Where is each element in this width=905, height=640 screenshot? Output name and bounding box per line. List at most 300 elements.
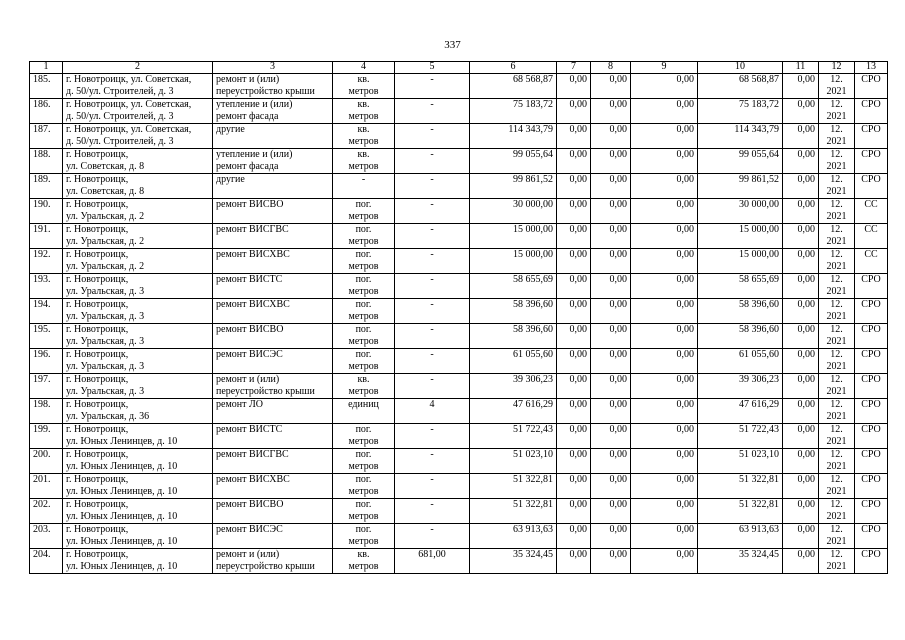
work-type-cell-line: ремонт фасада (216, 111, 279, 122)
date-cell (819, 324, 855, 349)
value-cell-7 (557, 74, 591, 99)
date-cell-line: 12. (830, 99, 843, 110)
address-cell-line: ул. Юных Ленинцев, д. 10 (66, 461, 178, 472)
unit-cell-line: метров (348, 111, 379, 122)
table-row (30, 374, 888, 399)
value-cell-7-line: 0,00 (569, 249, 587, 260)
value-cell-8-line: 0,00 (609, 124, 627, 135)
work-type-cell-line (216, 286, 329, 298)
work-type-cell-line (216, 311, 329, 323)
row-number (30, 399, 63, 424)
unit-cell-line: метров (348, 436, 379, 447)
date-cell (819, 299, 855, 324)
row-number (30, 299, 63, 324)
unit-cell (333, 349, 395, 374)
total-cell-line: 99 055,64 (739, 149, 779, 160)
value-cell-7-line: 0,00 (569, 174, 587, 185)
work-type-cell-line: переустройство крыши (216, 561, 315, 572)
row-number-line: 192. (33, 249, 51, 260)
volume-cell-line: - (430, 474, 434, 485)
date-cell-line: 12. (830, 274, 843, 285)
unit-cell (333, 74, 395, 99)
value-cell-7 (557, 524, 591, 549)
total-cell-line: 39 306,23 (739, 374, 779, 385)
address-cell-line: ул. Уральская, д. 3 (66, 311, 145, 322)
date-cell-line: 2021 (826, 411, 847, 422)
total-cell-line: 15 000,00 (739, 224, 779, 235)
unit-cell-line: пог. (355, 324, 372, 335)
value-cell-9-line: 0,00 (676, 474, 694, 485)
cost-cell-line: 114 343,79 (508, 124, 553, 135)
method-cell-line: СРО (861, 274, 881, 285)
row-number-line: 195. (33, 324, 51, 335)
work-type-cell-line (216, 186, 329, 198)
date-cell-line: 12. (830, 449, 843, 460)
unit-cell (333, 324, 395, 349)
column-number: 8 (591, 62, 631, 74)
work-type-cell (213, 324, 333, 349)
value-cell-7 (557, 124, 591, 149)
table-row (30, 349, 888, 374)
row-number (30, 174, 63, 199)
cost-cell (470, 274, 557, 299)
unit-cell-line: метров (348, 561, 379, 572)
value-cell-11 (783, 299, 819, 324)
address-cell (63, 99, 213, 124)
address-cell-line: г. Новотроицк, (66, 474, 129, 485)
row-number-line: 189. (33, 174, 51, 185)
value-cell-8-line: 0,00 (609, 549, 627, 560)
unit-cell (333, 499, 395, 524)
total-cell (698, 499, 783, 524)
row-number (30, 149, 63, 174)
value-cell-11 (783, 399, 819, 424)
column-number: 13 (855, 62, 888, 74)
value-cell-8 (591, 449, 631, 474)
value-cell-11-line: 0,00 (797, 174, 815, 185)
value-cell-7-line: 0,00 (569, 474, 587, 485)
row-number-line: 203. (33, 524, 51, 535)
table-row (30, 149, 888, 174)
cost-cell (470, 149, 557, 174)
unit-cell-line: метров (348, 336, 379, 347)
value-cell-8 (591, 299, 631, 324)
volume-cell (395, 299, 470, 324)
method-cell (855, 374, 888, 399)
address-cell (63, 349, 213, 374)
volume-cell-line: - (430, 349, 434, 360)
address-cell (63, 324, 213, 349)
work-type-cell-line (216, 336, 329, 348)
value-cell-9 (631, 324, 698, 349)
work-type-cell-line: ремонт ВИСХВС (216, 299, 290, 310)
row-number (30, 99, 63, 124)
volume-cell-line: - (430, 74, 434, 85)
total-cell-line: 51 322,81 (739, 474, 779, 485)
date-cell-line: 2021 (826, 461, 847, 472)
unit-cell (333, 274, 395, 299)
value-cell-7-line: 0,00 (569, 224, 587, 235)
work-type-cell-line: ремонт ВИСЭС (216, 524, 283, 535)
value-cell-9 (631, 549, 698, 574)
unit-cell-line: кв. (357, 374, 370, 385)
value-cell-8 (591, 274, 631, 299)
value-cell-7-line: 0,00 (569, 324, 587, 335)
volume-cell (395, 424, 470, 449)
value-cell-9 (631, 299, 698, 324)
row-number-line: 194. (33, 299, 51, 310)
date-cell-line: 2021 (826, 136, 847, 147)
method-cell-line: СС (864, 224, 878, 235)
cost-cell (470, 124, 557, 149)
unit-cell-line: метров (348, 386, 379, 397)
unit-cell-line: метров (348, 211, 379, 222)
value-cell-8 (591, 99, 631, 124)
cost-cell (470, 449, 557, 474)
value-cell-7-line: 0,00 (569, 499, 587, 510)
value-cell-7-line: 0,00 (569, 449, 587, 460)
value-cell-7 (557, 499, 591, 524)
date-cell-line: 2021 (826, 486, 847, 497)
row-number-line: 196. (33, 349, 51, 360)
row-number-line: 185. (33, 74, 51, 85)
total-cell-line: 75 183,72 (739, 99, 779, 110)
value-cell-9-line: 0,00 (676, 349, 694, 360)
value-cell-8-line: 0,00 (609, 249, 627, 260)
date-cell (819, 374, 855, 399)
volume-cell (395, 199, 470, 224)
column-number: 10 (698, 62, 783, 74)
value-cell-7-line: 0,00 (569, 374, 587, 385)
value-cell-7 (557, 449, 591, 474)
work-type-cell (213, 199, 333, 224)
row-number (30, 324, 63, 349)
date-cell-line: 12. (830, 499, 843, 510)
total-cell (698, 199, 783, 224)
value-cell-9 (631, 74, 698, 99)
row-number-line: 200. (33, 449, 51, 460)
value-cell-9-line: 0,00 (676, 274, 694, 285)
total-cell-line: 15 000,00 (739, 249, 779, 260)
value-cell-7-line: 0,00 (569, 274, 587, 285)
value-cell-8-line: 0,00 (609, 324, 627, 335)
work-type-cell-line (216, 136, 329, 148)
cost-cell-line: 99 861,52 (513, 174, 553, 185)
row-number-line: 186. (33, 99, 51, 110)
method-cell (855, 499, 888, 524)
date-cell-line: 2021 (826, 86, 847, 97)
cost-cell-line: 99 055,64 (513, 149, 553, 160)
volume-cell (395, 174, 470, 199)
value-cell-8-line: 0,00 (609, 99, 627, 110)
table-row (30, 274, 888, 299)
address-cell (63, 499, 213, 524)
work-type-cell (213, 174, 333, 199)
date-cell (819, 74, 855, 99)
date-cell-line: 2021 (826, 336, 847, 347)
total-cell-line: 47 616,29 (739, 399, 779, 410)
cost-cell (470, 174, 557, 199)
unit-cell (333, 99, 395, 124)
value-cell-9-line: 0,00 (676, 199, 694, 210)
work-type-cell (213, 349, 333, 374)
value-cell-8 (591, 474, 631, 499)
column-number: 11 (783, 62, 819, 74)
row-number-line: 204. (33, 549, 51, 560)
total-cell (698, 274, 783, 299)
volume-cell (395, 474, 470, 499)
work-type-cell-line: ремонт и (или) (216, 374, 280, 385)
work-type-cell-line (216, 436, 329, 448)
value-cell-11 (783, 99, 819, 124)
date-cell-line: 12. (830, 299, 843, 310)
unit-cell-line: кв. (357, 74, 370, 85)
address-cell-line: ул. Уральская, д. 36 (66, 411, 150, 422)
value-cell-8 (591, 524, 631, 549)
address-cell-line: г. Новотроицк, (66, 499, 129, 510)
date-cell (819, 474, 855, 499)
volume-cell-line: - (430, 199, 434, 210)
cost-cell-line: 51 722,43 (513, 424, 553, 435)
cost-cell (470, 474, 557, 499)
column-number: 3 (213, 62, 333, 74)
address-cell-line: ул. Уральская, д. 3 (66, 286, 145, 297)
value-cell-11-line: 0,00 (797, 99, 815, 110)
volume-cell (395, 99, 470, 124)
total-cell (698, 449, 783, 474)
row-number (30, 249, 63, 274)
column-number: 9 (631, 62, 698, 74)
value-cell-8 (591, 324, 631, 349)
row-number-line: 198. (33, 399, 51, 410)
method-cell (855, 249, 888, 274)
volume-cell-line: - (430, 449, 434, 460)
method-cell-line: СРО (861, 449, 881, 460)
value-cell-7-line: 0,00 (569, 399, 587, 410)
date-cell-line: 2021 (826, 536, 847, 547)
work-type-cell-line: ремонт ВИСХВС (216, 249, 290, 260)
value-cell-11-line: 0,00 (797, 249, 815, 260)
value-cell-9 (631, 124, 698, 149)
value-cell-7 (557, 149, 591, 174)
address-cell-line: г. Новотроицк, (66, 149, 129, 160)
work-type-cell-line (216, 511, 329, 523)
date-cell-line: 12. (830, 549, 843, 560)
address-cell-line: г. Новотроицк, (66, 324, 129, 335)
total-cell (698, 349, 783, 374)
method-cell-line: СРО (861, 424, 881, 435)
value-cell-9 (631, 449, 698, 474)
date-cell (819, 99, 855, 124)
value-cell-7 (557, 174, 591, 199)
work-type-cell-line (216, 236, 329, 248)
volume-cell (395, 249, 470, 274)
unit-cell-line: пог. (355, 424, 372, 435)
volume-cell-line: - (430, 149, 434, 160)
method-cell (855, 424, 888, 449)
unit-cell-line: единиц (348, 399, 379, 410)
volume-cell (395, 324, 470, 349)
value-cell-11-line: 0,00 (797, 324, 815, 335)
work-type-cell-line (216, 261, 329, 273)
total-cell (698, 99, 783, 124)
cost-cell (470, 224, 557, 249)
work-type-cell-line: переустройство крыши (216, 86, 315, 97)
address-cell-line: ул. Уральская, д. 2 (66, 236, 145, 247)
value-cell-11-line: 0,00 (797, 74, 815, 85)
method-cell (855, 224, 888, 249)
date-cell (819, 399, 855, 424)
column-number: 12 (819, 62, 855, 74)
cost-cell-line: 39 306,23 (513, 374, 553, 385)
cost-cell-line: 58 396,60 (513, 324, 553, 335)
unit-cell (333, 299, 395, 324)
unit-cell (333, 549, 395, 574)
value-cell-9-line: 0,00 (676, 149, 694, 160)
volume-cell-line: - (430, 274, 434, 285)
total-cell-line: 30 000,00 (739, 199, 779, 210)
total-cell (698, 399, 783, 424)
volume-cell (395, 549, 470, 574)
value-cell-11-line: 0,00 (797, 299, 815, 310)
work-type-cell (213, 74, 333, 99)
unit-cell (333, 449, 395, 474)
unit-cell-line: кв. (357, 99, 370, 110)
date-cell-line: 2021 (826, 186, 847, 197)
value-cell-11-line: 0,00 (797, 149, 815, 160)
date-cell (819, 124, 855, 149)
volume-cell-line: - (430, 299, 434, 310)
value-cell-9-line: 0,00 (676, 449, 694, 460)
address-cell-line: г. Новотроицк, (66, 174, 129, 185)
unit-cell-line: кв. (357, 549, 370, 560)
value-cell-11 (783, 524, 819, 549)
row-number-line: 197. (33, 374, 51, 385)
value-cell-9 (631, 524, 698, 549)
value-cell-9-line: 0,00 (676, 99, 694, 110)
value-cell-8 (591, 74, 631, 99)
address-cell-line: ул. Юных Ленинцев, д. 10 (66, 511, 178, 522)
unit-cell (333, 174, 395, 199)
value-cell-11 (783, 274, 819, 299)
value-cell-8 (591, 499, 631, 524)
value-cell-11-line: 0,00 (797, 499, 815, 510)
work-type-cell-line: ремонт ВИСЭС (216, 349, 283, 360)
row-number (30, 124, 63, 149)
work-type-cell (213, 449, 333, 474)
work-type-cell-line: переустройство крыши (216, 386, 315, 397)
method-cell-line: СРО (861, 324, 881, 335)
date-cell (819, 274, 855, 299)
value-cell-8-line: 0,00 (609, 224, 627, 235)
cost-cell (470, 299, 557, 324)
cost-cell-line: 68 568,87 (513, 74, 553, 85)
work-type-cell (213, 374, 333, 399)
value-cell-8-line: 0,00 (609, 399, 627, 410)
unit-cell-line: пог. (355, 249, 372, 260)
value-cell-11 (783, 174, 819, 199)
total-cell (698, 124, 783, 149)
total-cell (698, 249, 783, 274)
value-cell-9-line: 0,00 (676, 224, 694, 235)
row-number (30, 224, 63, 249)
volume-cell (395, 499, 470, 524)
table-row (30, 249, 888, 274)
work-type-cell (213, 99, 333, 124)
cost-cell-line: 61 055,60 (513, 349, 553, 360)
method-cell (855, 549, 888, 574)
work-type-cell (213, 399, 333, 424)
address-cell (63, 374, 213, 399)
value-cell-9-line: 0,00 (676, 374, 694, 385)
work-type-cell-line: другие (216, 174, 245, 185)
value-cell-11-line: 0,00 (797, 449, 815, 460)
value-cell-8-line: 0,00 (609, 274, 627, 285)
date-cell-line: 12. (830, 424, 843, 435)
method-cell-line: СС (864, 249, 878, 260)
work-type-cell-line: ремонт ВИСТС (216, 424, 283, 435)
address-cell (63, 74, 213, 99)
value-cell-9 (631, 424, 698, 449)
volume-cell (395, 374, 470, 399)
date-cell-line: 12. (830, 124, 843, 135)
total-cell (698, 149, 783, 174)
value-cell-7 (557, 399, 591, 424)
method-cell (855, 274, 888, 299)
date-cell-line: 2021 (826, 311, 847, 322)
value-cell-9 (631, 349, 698, 374)
row-number (30, 449, 63, 474)
value-cell-9 (631, 499, 698, 524)
date-cell-line: 12. (830, 374, 843, 385)
value-cell-8-line: 0,00 (609, 449, 627, 460)
cost-cell-line: 30 000,00 (513, 199, 553, 210)
date-cell (819, 499, 855, 524)
cost-cell (470, 424, 557, 449)
work-type-cell-line (216, 486, 329, 498)
address-cell-line: г. Новотроицк, (66, 449, 129, 460)
volume-cell (395, 149, 470, 174)
method-cell (855, 149, 888, 174)
value-cell-11 (783, 474, 819, 499)
volume-cell-line: - (430, 324, 434, 335)
value-cell-7 (557, 549, 591, 574)
work-type-cell-line: ремонт ВИСВО (216, 499, 284, 510)
cost-cell (470, 499, 557, 524)
unit-cell-line: пог. (355, 274, 372, 285)
date-cell (819, 199, 855, 224)
value-cell-7-line: 0,00 (569, 299, 587, 310)
cost-cell-line: 58 396,60 (513, 299, 553, 310)
total-cell (698, 74, 783, 99)
date-cell (819, 449, 855, 474)
method-cell-line: СРО (861, 299, 881, 310)
value-cell-7 (557, 374, 591, 399)
volume-cell (395, 274, 470, 299)
row-number (30, 474, 63, 499)
address-cell-line: ул. Юных Ленинцев, д. 10 (66, 536, 178, 547)
cost-cell (470, 399, 557, 424)
value-cell-11 (783, 374, 819, 399)
row-number (30, 374, 63, 399)
value-cell-11 (783, 149, 819, 174)
row-number-line: 201. (33, 474, 51, 485)
work-type-cell-line (216, 411, 329, 423)
address-cell-line: ул. Уральская, д. 3 (66, 336, 145, 347)
method-cell-line: СРО (861, 124, 881, 135)
row-number-line: 188. (33, 149, 51, 160)
row-number (30, 549, 63, 574)
